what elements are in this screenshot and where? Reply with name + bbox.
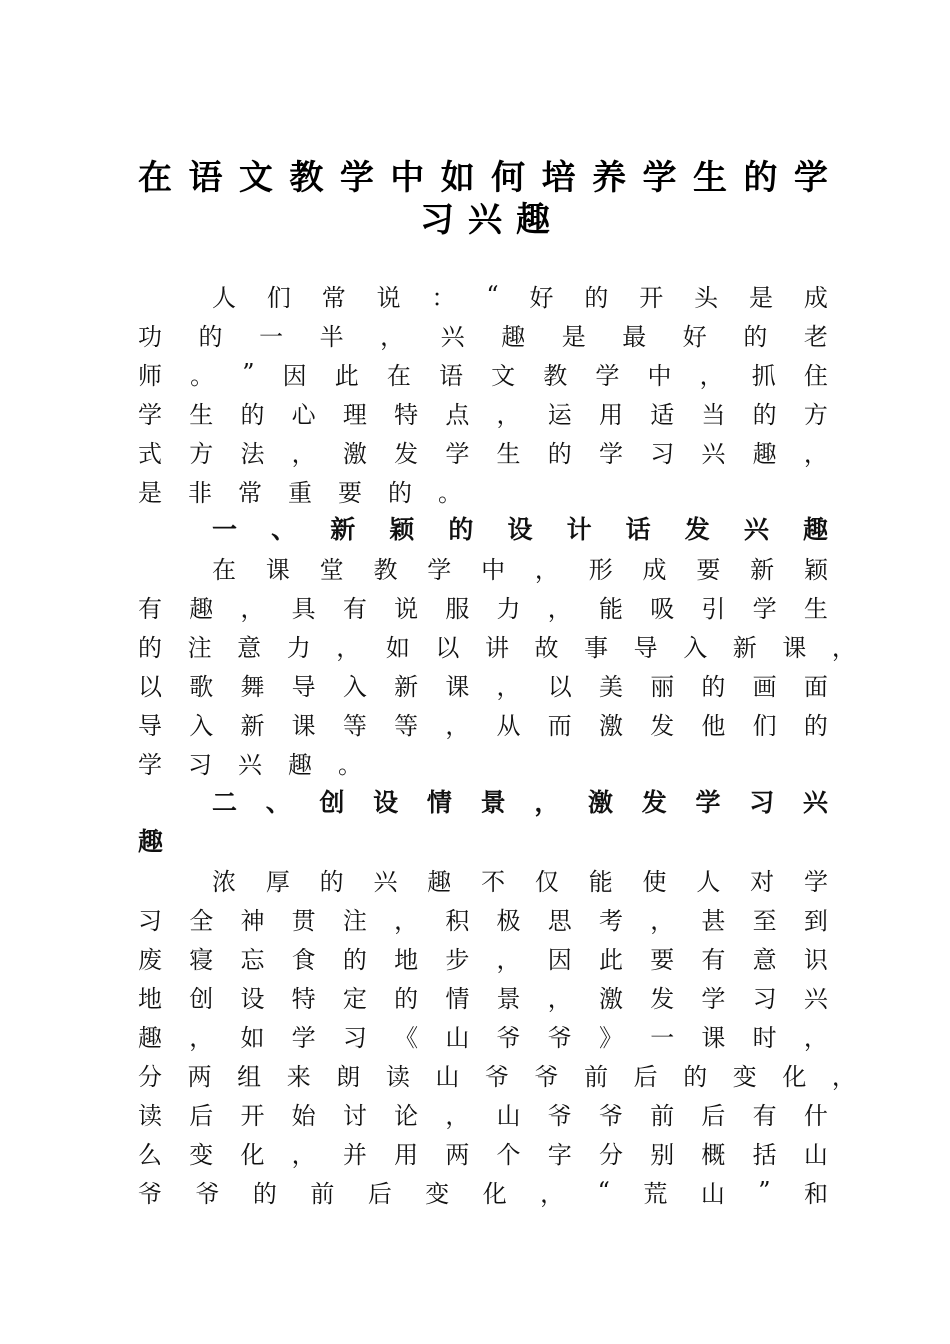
paragraph-line: 分 两 组 来 朗 读 山 爷 爷 前 后 的 变 化 ， (138, 1062, 856, 1091)
paragraph-line: 式 方 法 ， 激 发 学 生 的 学 习 兴 趣 ， (138, 439, 828, 468)
paragraph-line: 么 变 化 ， 并 用 两 个 字 分 别 概 括 山 (138, 1140, 828, 1169)
section-heading-line: 二 、 创 设 情 景 ， 激 发 学 习 兴 (212, 788, 828, 817)
paragraph-line: 浓 厚 的 兴 趣 不 仅 能 使 人 对 学 (212, 867, 828, 896)
paragraph-line: 爷 爷 的 前 后 变 化 ， “ 荒 山 ” 和 (138, 1177, 828, 1208)
paragraph-line: 导 入 新 课 等 等 ， 从 而 激 发 他 们 的 (138, 711, 828, 740)
paragraph-line: 趣 ， 如 学 习 《 山 爷 爷 》 一 课 时 ， (138, 1023, 828, 1052)
paragraph-line: 废 寝 忘 食 的 地 步 ， 因 此 要 有 意 识 (138, 945, 828, 974)
section-heading-line: 趣 (138, 827, 164, 856)
paragraph-line: 在 课 堂 教 学 中 ， 形 成 要 新 颖 (212, 555, 828, 584)
paragraph-line: 是 非 常 重 要 的 。 (138, 478, 462, 507)
paragraph-line: 学 习 兴 趣 。 (138, 750, 362, 779)
paragraph-line: 人 们 常 说 ： “ 好 的 开 头 是 成 (212, 281, 828, 312)
section-heading-line: 一 、 新 颖 的 设 计 话 发 兴 趣 (212, 515, 828, 544)
paragraph-line: 以 歌 舞 导 入 新 课 ， 以 美 丽 的 画 面 (138, 672, 828, 701)
paragraph-line: 习 全 神 贯 注 ， 积 极 思 考 ， 甚 至 到 (138, 906, 828, 935)
paragraph-line: 学 生 的 心 理 特 点 ， 运 用 适 当 的 方 (138, 400, 828, 429)
paragraph-line: 功 的 一 半 ， 兴 趣 是 最 好 的 老 (138, 322, 828, 351)
title-line-2: 习 兴 趣 (420, 200, 550, 240)
title-line-1: 在 语 文 教 学 中 如 何 培 养 学 生 的 学 (138, 158, 828, 198)
paragraph-line: 读 后 开 始 讨 论 ， 山 爷 爷 前 后 有 什 (138, 1101, 828, 1130)
paragraph-line: 的 注 意 力 ， 如 以 讲 故 事 导 入 新 课 ， (138, 633, 856, 662)
paragraph-line: 师 。 ” 因 此 在 语 文 教 学 中 ， 抓 住 (138, 359, 828, 390)
paragraph-line: 地 创 设 特 定 的 情 景 ， 激 发 学 习 兴 (138, 984, 828, 1013)
paragraph-line: 有 趣 ， 具 有 说 服 力 ， 能 吸 引 学 生 (138, 594, 828, 623)
